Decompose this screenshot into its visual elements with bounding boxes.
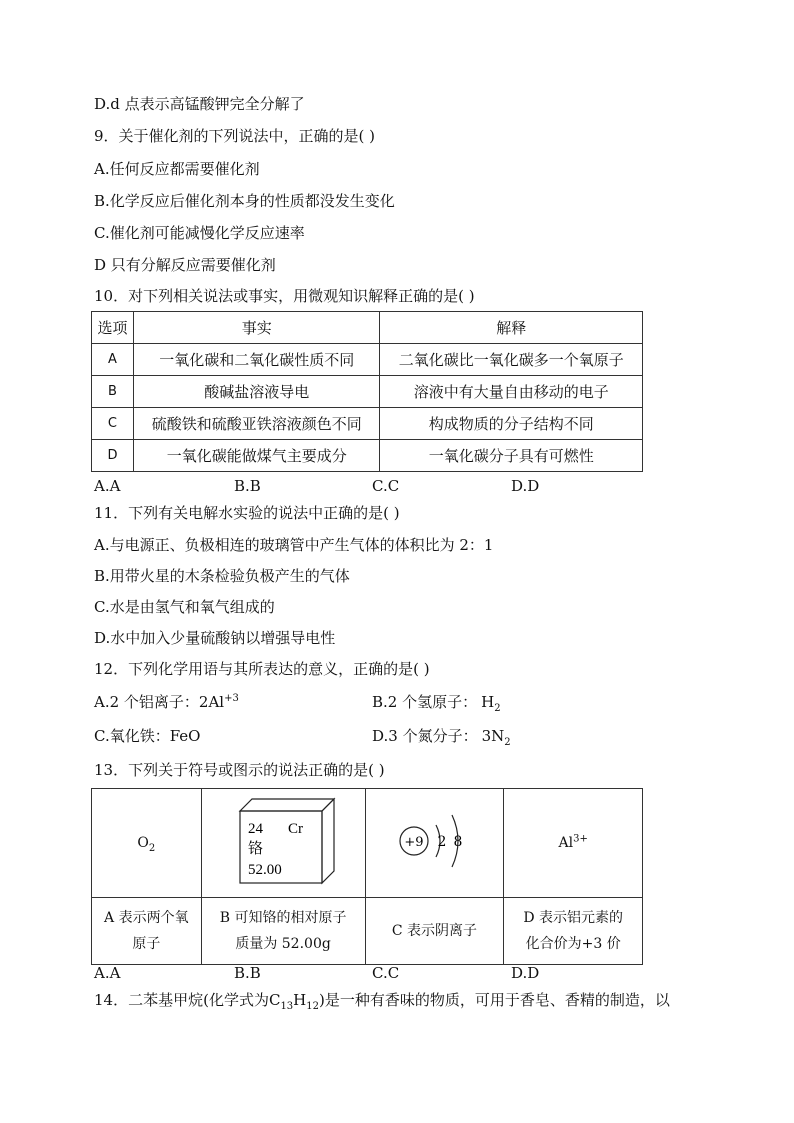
table-cell-caption-a xyxy=(92,898,202,965)
q11-option-a: A.与电源正、负极相连的玻璃管中产生气体的体积比为 2：1 xyxy=(94,536,494,554)
q12-option-d-text: D.3 个氮分子： xyxy=(372,727,478,745)
table-cell: 溶液中有大量自由移动的电子 xyxy=(380,376,643,408)
table-header-cell: 选项 xyxy=(92,312,134,344)
table-cell: 一氧化碳和二氧化碳性质不同 xyxy=(133,344,380,376)
q12-options-row1 xyxy=(94,692,654,712)
answer-b: B.B xyxy=(234,477,261,495)
q13-table xyxy=(91,788,643,965)
q14-stem-pre: 14．二苯基甲烷(化学式为 xyxy=(94,991,269,1009)
q11-option-d: D.水中加入少量硫酸钠以增强导电性 xyxy=(94,629,336,647)
table-cell: 硫酸铁和硫酸亚铁溶液颜色不同 xyxy=(133,408,380,440)
table-cell: A xyxy=(92,344,134,376)
table-header-row xyxy=(92,312,643,344)
table-row xyxy=(92,789,643,898)
element-mass: 52.00 xyxy=(248,862,282,878)
q11-stem: 11．下列有关电解水实验的说法中正确的是( ) xyxy=(94,504,400,522)
element-name: 铬 xyxy=(248,841,264,857)
q14-stem xyxy=(94,990,670,1010)
q9-option-b: B.化学反应后催化剂本身的性质都没发生变化 xyxy=(94,192,395,210)
table-row xyxy=(92,440,643,472)
table-cell-element-card xyxy=(201,789,365,898)
q12-option-d xyxy=(372,726,511,746)
q14-formula-c: C xyxy=(268,991,281,1009)
q9-option-c: C.催化剂可能减慢化学反应速率 xyxy=(94,224,305,242)
q12-option-b-formula: H xyxy=(481,693,495,711)
caption-line: 化合价为+3 价 xyxy=(525,936,621,952)
q12-option-a-formula: 2Al xyxy=(198,693,225,711)
table-cell: C xyxy=(92,408,134,440)
table-cell: 一氧化碳分子具有可燃性 xyxy=(380,440,643,472)
nucleus-charge: +9 xyxy=(404,835,425,850)
cube-side-face xyxy=(322,799,334,883)
q13-answers xyxy=(94,963,654,983)
q14-formula-c-sub: 13 xyxy=(280,1001,294,1012)
element-cube-diagram xyxy=(224,793,342,889)
answer-b: B.B xyxy=(234,964,261,982)
q12-stem: 12．下列化学用语与其所表达的意义，正确的是( ) xyxy=(94,660,430,678)
table-cell: 二氧化碳比一氧化碳多一个氧原子 xyxy=(380,344,643,376)
answer-d: D.D xyxy=(511,964,540,982)
q12-option-b-sub: 2 xyxy=(494,703,501,714)
q12-option-a-sup: +3 xyxy=(224,693,239,704)
caption-line: C 表示阴离子 xyxy=(391,923,478,939)
table-cell-caption-c xyxy=(365,898,504,965)
table-cell-ion-structure xyxy=(365,789,504,898)
table-cell-o2 xyxy=(92,789,202,898)
shell-2-electrons: 8 xyxy=(453,834,463,850)
caption-line: B 可知铬的相对原子 xyxy=(219,910,347,926)
q14-formula-h: H xyxy=(293,991,307,1009)
caption-line: 原子 xyxy=(132,936,161,952)
q10-answers xyxy=(94,476,654,496)
table-cell-al-ion xyxy=(504,789,643,898)
q12-option-c: C.氧化铁：FeO xyxy=(94,727,201,745)
q11-option-b: B.用带火星的木条检验负极产生的气体 xyxy=(94,567,350,585)
element-symbol: Cr xyxy=(288,821,304,837)
table-cell: D xyxy=(92,440,134,472)
al-symbol: Al xyxy=(558,835,574,851)
q9-option-a: A.任何反应都需要催化剂 xyxy=(94,160,260,178)
answer-c: C.C xyxy=(372,964,400,982)
table-cell: 一氧化碳能做煤气主要成分 xyxy=(133,440,380,472)
table-row xyxy=(92,344,643,376)
table-cell: 酸碱盐溶液导电 xyxy=(133,376,380,408)
o2-symbol: O xyxy=(137,835,149,851)
q11-option-c: C.水是由氢气和氧气组成的 xyxy=(94,598,275,616)
table-cell-caption-d xyxy=(504,898,643,965)
q12-options-row2 xyxy=(94,726,654,746)
table-row xyxy=(92,408,643,440)
o2-subscript: 2 xyxy=(148,842,156,854)
cube-top-face xyxy=(240,799,334,811)
al-charge: 3+ xyxy=(573,833,588,845)
table-header-cell: 解释 xyxy=(380,312,643,344)
answer-a: A.A xyxy=(94,477,121,495)
answer-c: C.C xyxy=(372,477,400,495)
table-row xyxy=(92,898,643,965)
q12-option-d-sub: 2 xyxy=(504,737,511,748)
q10-table xyxy=(91,311,643,472)
caption-line: A 表示两个氧 xyxy=(104,910,189,926)
q10-stem: 10．对下列相关说法或事实，用微观知识解释正确的是( ) xyxy=(94,287,475,305)
shell-1-electrons: 2 xyxy=(437,834,447,850)
caption-line: D 表示铝元素的 xyxy=(523,910,624,926)
answer-d: D.D xyxy=(511,477,540,495)
q14-formula-h-sub: 12 xyxy=(306,1001,319,1012)
q12-option-b xyxy=(372,692,501,712)
table-cell: 构成物质的分子结构不同 xyxy=(380,408,643,440)
table-row xyxy=(92,376,643,408)
q12-option-b-text: B.2 个氢原子： xyxy=(372,693,478,711)
q12-option-d-formula: 3N xyxy=(481,727,505,745)
table-cell: B xyxy=(92,376,134,408)
q12-option-a-text: A.2 个铝离子： xyxy=(94,693,199,711)
q13-stem: 13．下列关于符号或图示的说法正确的是( ) xyxy=(94,761,385,779)
answer-a: A.A xyxy=(94,964,121,982)
q8-option-d: D.d 点表示高锰酸钾完全分解了 xyxy=(94,95,305,113)
table-header-cell: 事实 xyxy=(133,312,380,344)
q9-option-d: D 只有分解反应需要催化剂 xyxy=(94,256,276,274)
table-cell-caption-b xyxy=(201,898,365,965)
q14-stem-post: )是一种有香味的物质，可用于香皂、香精的制造，以 xyxy=(319,991,670,1009)
ion-structure-diagram xyxy=(384,793,484,889)
q12-option-a xyxy=(94,692,239,712)
caption-line: 质量为 52.00g xyxy=(235,936,331,952)
q9-stem: 9．关于催化剂的下列说法中，正确的是( ) xyxy=(94,127,376,145)
element-atomic-number: 24 xyxy=(248,821,264,837)
